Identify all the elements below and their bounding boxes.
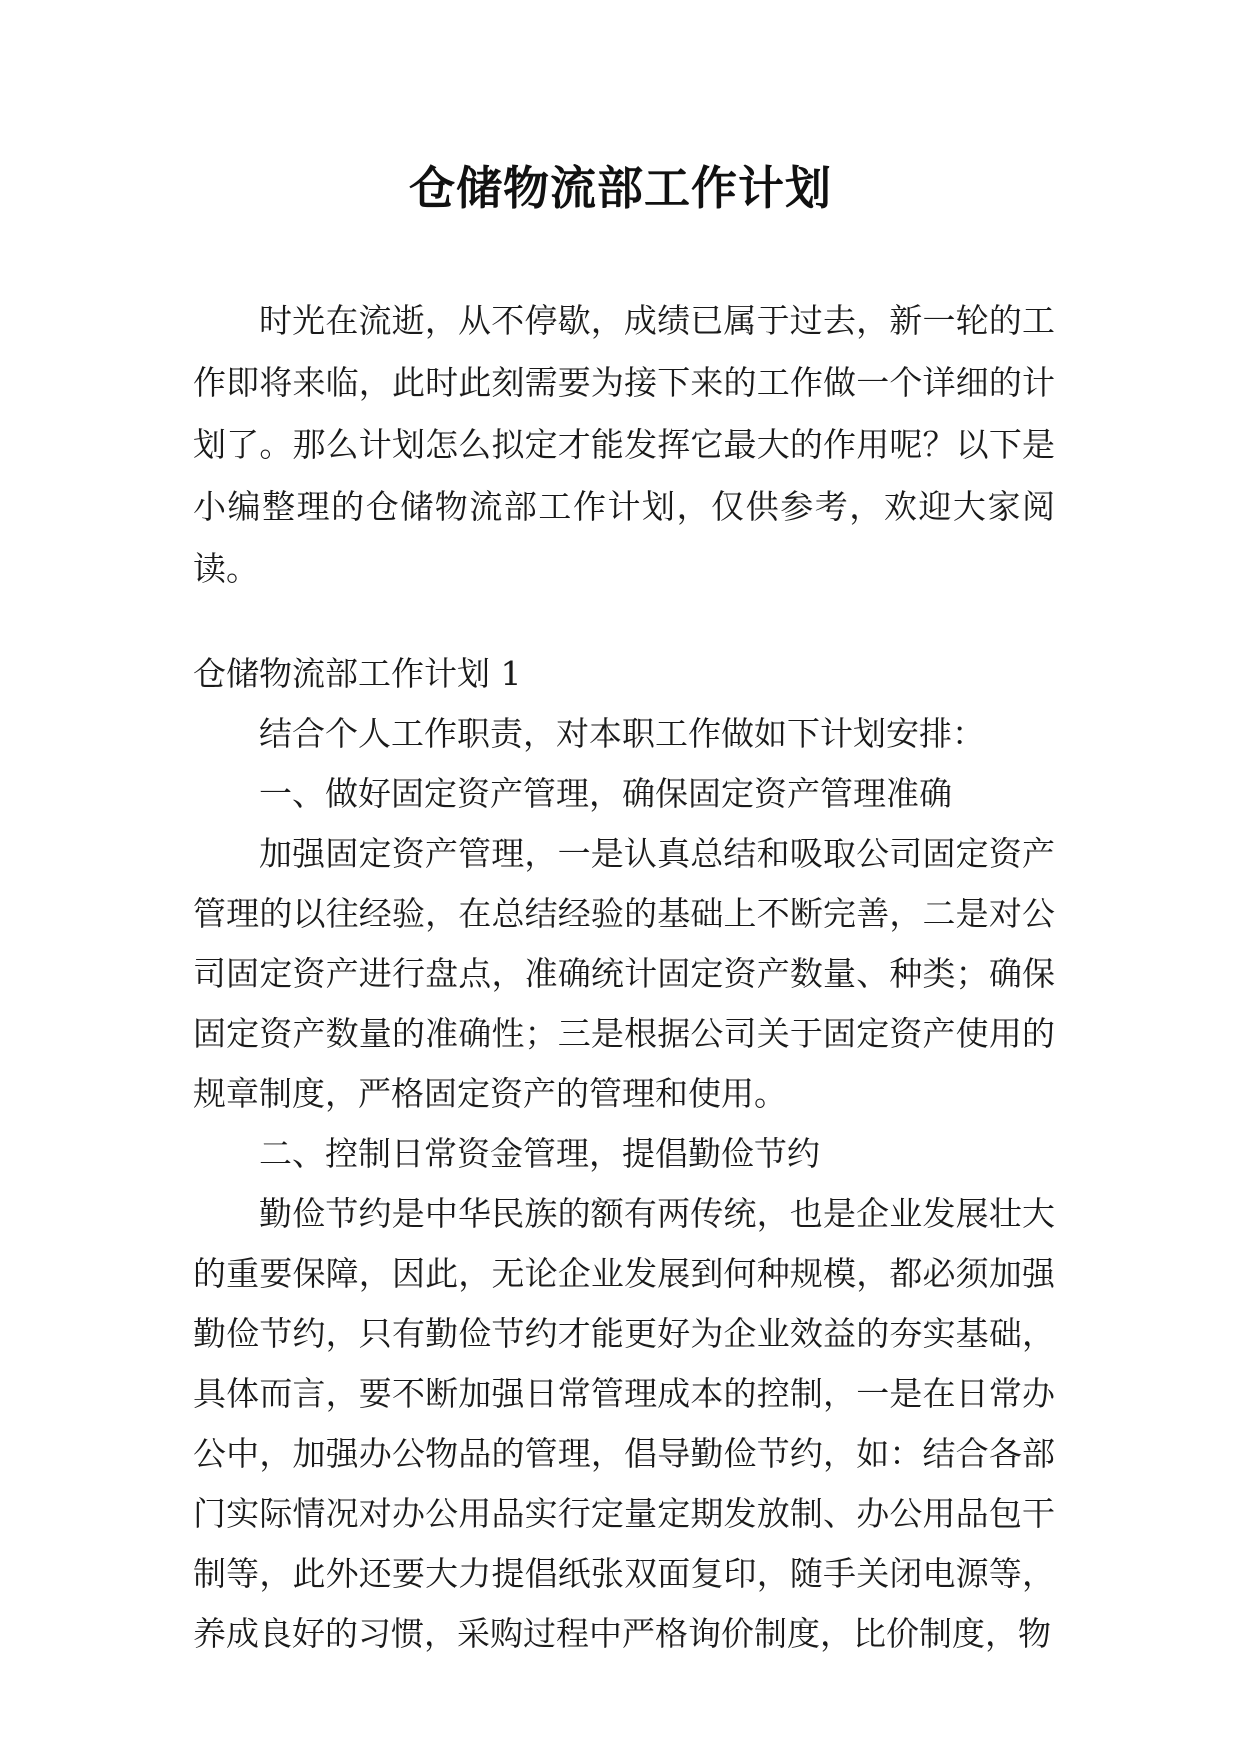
section-lead-paragraph: 结合个人工作职责，对本职工作做如下计划安排： <box>259 714 985 753</box>
point-2-paragraph: 勤俭节约是中华民族的额有两传统，也是企业发展壮大的重要保障，因此，无论企业发展到何种规模，都必须加强勤俭节约，只有勤俭节约才能更好为企业效益的夯实基础，具体而言，要不断加强日常管理成本的控制，一是在日常办公中，加强办公物品的管理，倡导勤俭节约，如：结合各部门实际情况对办公用品实行定量定期发放制、办公用品包干制等，此外还要大力提倡纸张双面复印，随手关闭电源等，养成良好的习惯，采购过程中严格询价制度，比价制度，物 <box>193 1194 1055 1653</box>
section-heading: 仓储物流部工作计划 1 <box>193 654 522 693</box>
page-title: 仓储物流部工作计划 <box>409 161 832 215</box>
point-1-paragraph: 加强固定资产管理，一是认真总结和吸取公司固定资产管理的以往经验，在总结经验的基础上不断完善，二是对公司固定资产进行盘点，准确统计固定资产数量、种类；确保固定资产数量的准确性；三是根据公司关于固定资产使用的规章制度，严格固定资产的管理和使用。 <box>193 834 1055 1113</box>
point-1-heading: 一、做好固定资产管理，确保固定资产管理准确 <box>259 774 952 813</box>
document-body <box>193 290 1055 1664</box>
point-2-heading: 二、控制日常资金管理，提倡勤俭节约 <box>259 1134 820 1173</box>
intro-paragraph: 时光在流逝，从不停歇，成绩已属于过去，新一轮的工作即将来临，此时此刻需要为接下来的工作做一个详细的计划了。那么计划怎么拟定才能发挥它最大的作用呢？以下是小编整理的仓储物流部工作计划，仅供参考，欢迎大家阅读。 <box>193 301 1055 588</box>
